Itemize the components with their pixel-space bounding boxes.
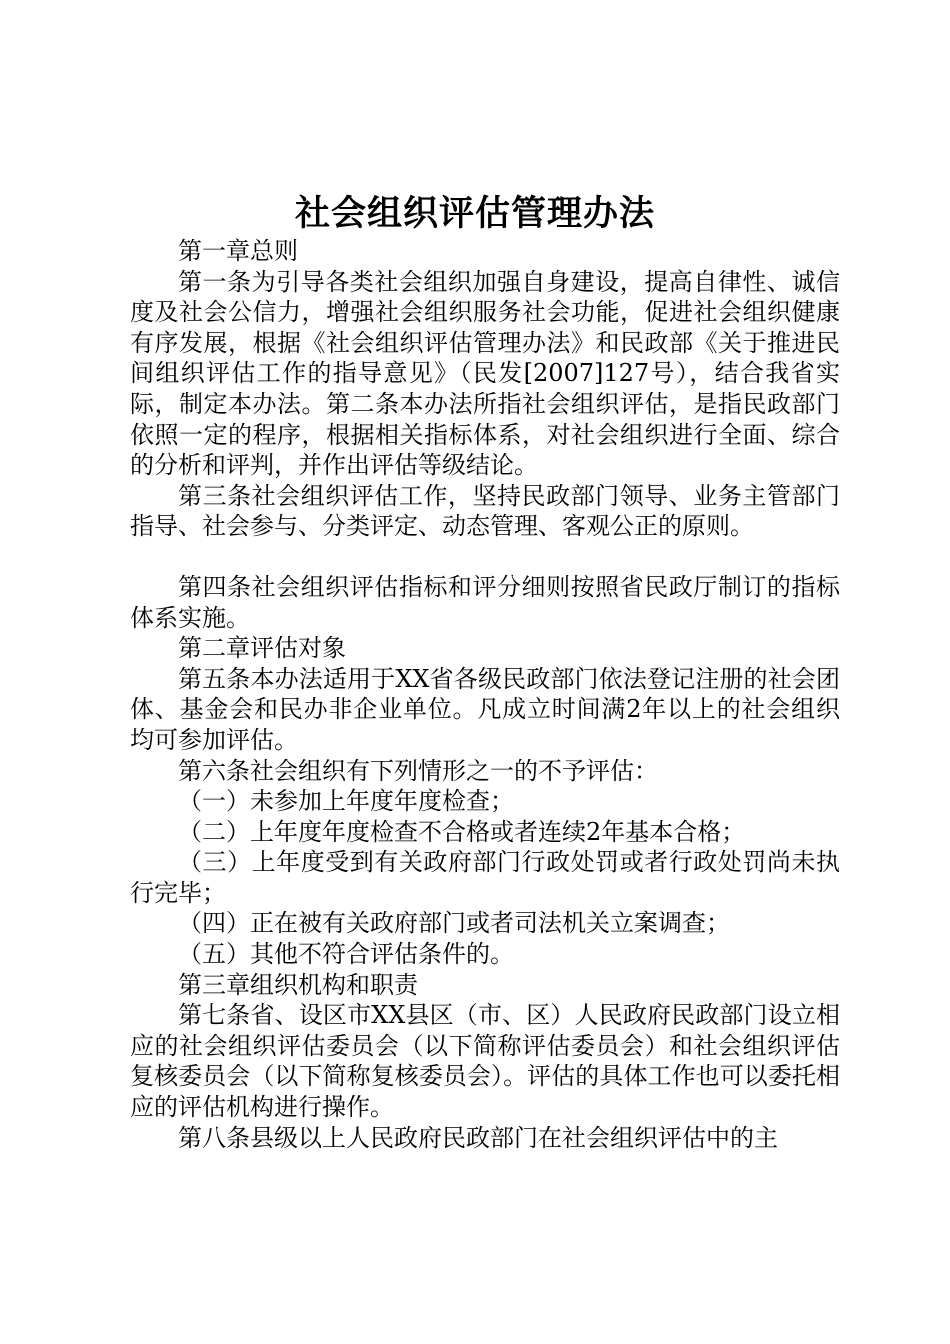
list-item: （五）其他不符合评估条件的。 [178, 940, 514, 969]
article-paragraph: 第一条为引导各类社会组织加强自身建设，提高自律性、诚信度及社会公信力，增强社会组织服务社会功能，促进社会组织健康有序发展，根据《社会组织评估管理办法》和民政部《关于推进民间组织评估工作的指导意见》（民发[2007]127号），结合我省实际，制定本办法。第二条本办法所指社会组织评估，是指民政部门依照一定的程序，根据相关指标体系，对社会组织进行全面、综合的分析和评判，并作出评估等级结论。 [130, 267, 840, 480]
list-item: （二）上年度年度检查不合格或者连续2年基本合格； [178, 817, 746, 846]
article-paragraph: 第五条本办法适用于XX省各级民政部门依法登记注册的社会团体、基金会和民办非企业单位。凡成立时间满2年以上的社会组织均可参加评估。 [130, 664, 840, 754]
article-paragraph: 第四条社会组织评估指标和评分细则按照省民政厅制订的指标体系实施。 [130, 572, 840, 632]
paragraph-spacer [130, 542, 840, 572]
article-paragraph: 第六条社会组织有下列情形之一的不予评估： [178, 756, 658, 785]
article-paragraph: 第七条省、设区市XX县区（市、区）人民政府民政部门设立相应的社会组织评估委员会（以下简称评估委员会）和社会组织评估复核委员会（以下简称复核委员会）。评估的具体工作也可以委托相应的评估机构进行操作。 [130, 1001, 840, 1122]
article-paragraph: 第三条社会组织评估工作，坚持民政部门领导、业务主管部门指导、社会参与、分类评定、动态管理、客观公正的原则。 [130, 481, 840, 541]
document-title: 社会组织评估管理办法 [294, 193, 655, 234]
document-body [130, 236, 840, 1153]
list-item: （一）未参加上年度年度检查； [178, 787, 514, 816]
chapter-heading: 第二章评估对象 [178, 634, 346, 663]
chapter-heading: 第一章总则 [178, 237, 298, 265]
chapter-heading: 第三章组织机构和职责 [178, 970, 418, 999]
list-item: （三）上年度受到有关政府部门行政处罚或者行政处罚尚未执行完毕； [130, 848, 840, 907]
article-paragraph: 第八条县级以上人民政府民政部门在社会组织评估中的主 [178, 1123, 778, 1152]
list-item: （四）正在被有关政府部门或者司法机关立案调查； [178, 909, 730, 938]
